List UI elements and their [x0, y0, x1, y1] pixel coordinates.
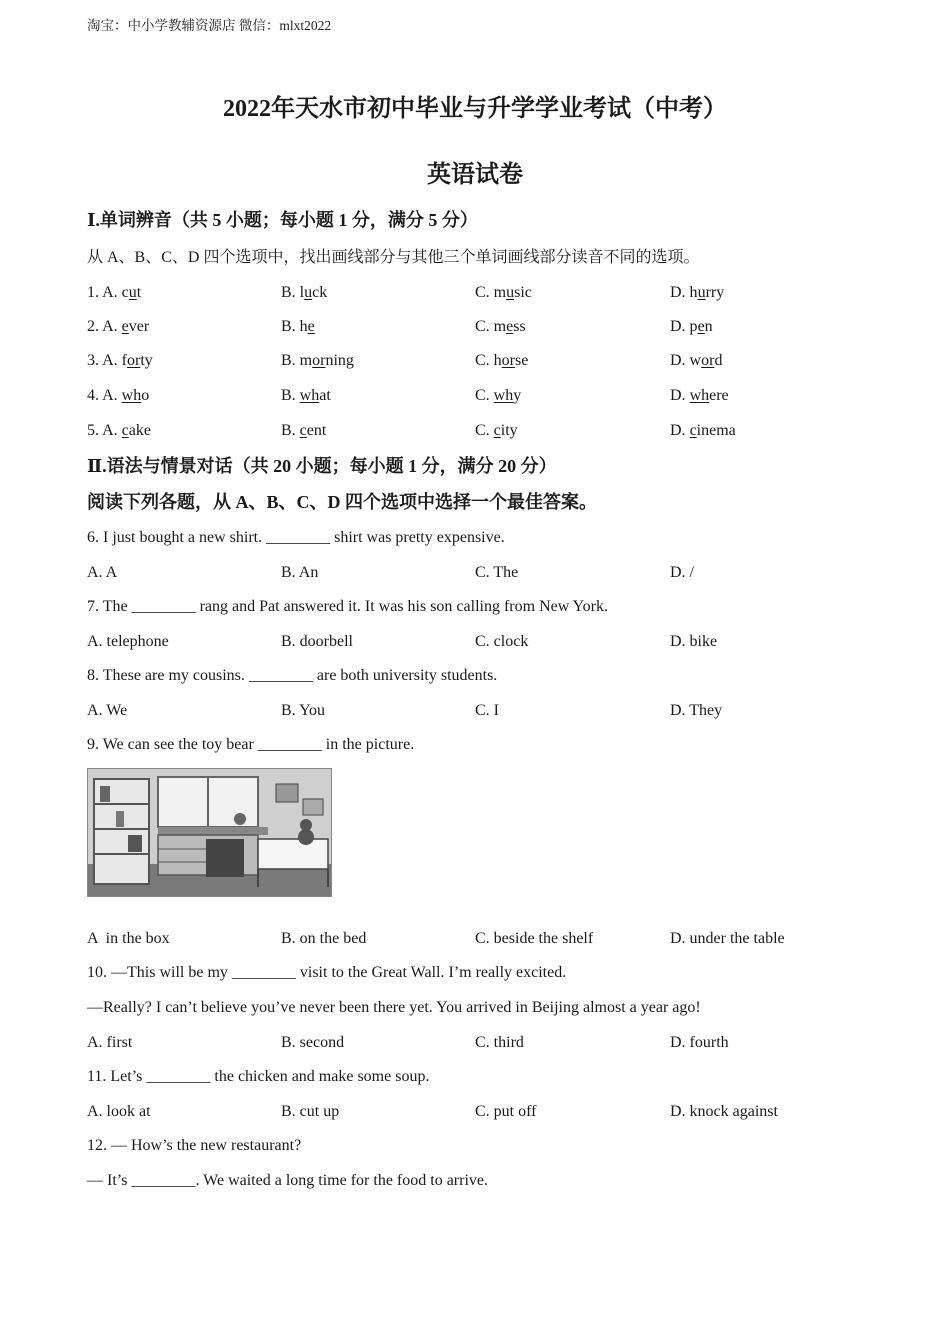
option-text: B. [281, 422, 300, 439]
option-a [87, 386, 149, 406]
exam-subtitle: 英语试卷 [427, 162, 523, 188]
option-d: D. / [670, 564, 694, 581]
underlined-letters: or [127, 352, 141, 369]
question-2-options [87, 317, 887, 337]
option-text: ck [312, 284, 328, 301]
option-c: C. clock [475, 633, 529, 650]
option-a: A. telephone [87, 633, 169, 650]
option-text: o [141, 387, 150, 404]
underlined-letters: wh [689, 387, 710, 404]
option-text: 1. A. c [87, 284, 129, 301]
question-12-reply: — It’s ________. We waited a long time for the food to arrive. [87, 1172, 488, 1189]
option-c: C. I [475, 702, 499, 719]
option-text: ity [500, 422, 518, 439]
option-b [281, 351, 354, 371]
option-text: C. m [475, 318, 507, 335]
option-d: D. bike [670, 633, 718, 650]
option-a [87, 283, 141, 303]
question-10-reply: —Really? I can’t believe you’ve never been there yet. You arrived in Beijing almost a year ago! [87, 999, 701, 1016]
bedroom-picture [87, 768, 332, 897]
question-11-options [87, 1102, 887, 1122]
option-a [87, 317, 149, 337]
option-text: ere [709, 387, 729, 404]
underlined-letters: u [506, 284, 515, 301]
option-text: se [515, 352, 529, 369]
option-c [475, 317, 526, 337]
option-b: B. on the bed [281, 930, 367, 947]
option-text: D. p [670, 318, 698, 335]
option-text: t [136, 284, 142, 301]
option-text: C. m [475, 284, 507, 301]
question-5-options [87, 421, 887, 441]
option-text: inema [696, 422, 736, 439]
underlined-letters: wh [121, 387, 142, 404]
question-4-options [87, 386, 887, 406]
option-a: A. first [87, 1034, 133, 1051]
underlined-letters: c [493, 422, 501, 439]
question-6-options [87, 563, 887, 583]
exam-title: 2022年天水市初中毕业与升学学业考试（中考） [223, 96, 727, 122]
option-text: ent [306, 422, 327, 439]
question-12-stem: 12. — How’s the new restaurant? [87, 1137, 302, 1154]
question-1-options [87, 283, 887, 303]
option-text: y [513, 387, 522, 404]
option-text: C. [475, 422, 494, 439]
question-9-options [87, 929, 887, 949]
option-d: D. They [670, 702, 723, 719]
option-b [281, 421, 326, 441]
option-b: B. doorbell [281, 633, 353, 650]
option-a [87, 421, 151, 441]
option-a: A. A [87, 564, 118, 581]
option-c [475, 351, 528, 371]
option-a: A. We [87, 702, 128, 719]
option-text: B. l [281, 284, 305, 301]
section2-instruction: 阅读下列各题，从 A、B、C、D 四个选项中选择一个最佳答案。 [87, 492, 598, 512]
option-text: D. w [670, 352, 702, 369]
option-b [281, 386, 331, 406]
option-d [670, 317, 713, 337]
option-text: ss [513, 318, 526, 335]
option-text: D. [670, 422, 690, 439]
option-text: d [714, 352, 723, 369]
underlined-letters: u [128, 284, 137, 301]
option-d [670, 386, 729, 406]
option-c [475, 386, 521, 406]
option-text: n [704, 318, 713, 335]
underlined-letters: or [312, 352, 326, 369]
bedroom-illustration [88, 769, 331, 896]
option-c: C. put off [475, 1103, 537, 1120]
option-d [670, 283, 724, 303]
underlined-letters: u [697, 284, 706, 301]
option-d: D. fourth [670, 1034, 729, 1051]
question-6-stem: 6. I just bought a new shirt. ________ shirt was pretty expensive. [87, 529, 505, 546]
option-text: 3. A. f [87, 352, 127, 369]
option-a: A in the box [87, 930, 170, 947]
underlined-letters: wh [299, 387, 320, 404]
underlined-letters: c [121, 422, 129, 439]
option-b: B. second [281, 1034, 345, 1051]
question-7-options [87, 632, 887, 652]
option-a: A. look at [87, 1103, 151, 1120]
underlined-letters: e [307, 318, 315, 335]
option-text: B. h [281, 318, 308, 335]
underlined-letters: c [689, 422, 697, 439]
page-header: 淘宝：中小学教辅资源店 微信：mlxt2022 [87, 18, 332, 33]
option-text: ver [128, 318, 150, 335]
option-b [281, 283, 327, 303]
option-b: B. cut up [281, 1103, 340, 1120]
question-8-stem: 8. These are my cousins. ________ are both university students. [87, 667, 498, 684]
question-11-stem: 11. Let’s ________ the chicken and make some soup. [87, 1068, 430, 1085]
option-text: sic [514, 284, 532, 301]
option-b: B. You [281, 702, 326, 719]
underlined-letters: or [501, 352, 515, 369]
option-c [475, 421, 518, 441]
option-text: B. m [281, 352, 313, 369]
question-8-options [87, 701, 887, 721]
option-text: C. [475, 387, 494, 404]
option-text: 2. A. [87, 318, 122, 335]
option-b [281, 317, 315, 337]
option-text: ty [140, 352, 153, 369]
option-text: D. [670, 387, 690, 404]
question-10-stem: 10. —This will be my ________ visit to the Great Wall. I’m really excited. [87, 964, 567, 981]
question-10-options [87, 1033, 887, 1053]
option-d: D. knock against [670, 1103, 778, 1120]
option-text: B. [281, 387, 300, 404]
option-c: C. beside the shelf [475, 930, 594, 947]
section1-instruction: 从 A、B、C、D 四个选项中，找出画线部分与其他三个单词画线部分读音不同的选项。 [87, 249, 700, 266]
option-a [87, 351, 153, 371]
section1-heading: Ⅰ.单词辨音（共 5 小题；每小题 1 分，满分 5 分） [87, 210, 478, 230]
option-text: at [319, 387, 331, 404]
underlined-letters: e [697, 318, 705, 335]
question-9-stem: 9. We can see the toy bear ________ in the picture. [87, 736, 415, 753]
option-c: C. third [475, 1034, 524, 1051]
option-text: rry [705, 284, 725, 301]
option-d: D. under the table [670, 930, 785, 947]
option-c [475, 283, 532, 303]
option-text: 4. A. [87, 387, 122, 404]
option-c: C. The [475, 564, 519, 581]
underlined-letters: wh [493, 387, 514, 404]
option-text: C. h [475, 352, 502, 369]
underlined-letters: u [304, 284, 313, 301]
underlined-letters: e [121, 318, 129, 335]
option-d [670, 351, 722, 371]
option-text: ning [325, 352, 354, 369]
underlined-letters: or [701, 352, 715, 369]
question-7-stem: 7. The ________ rang and Pat answered it. It was his son calling from New York. [87, 598, 608, 615]
underlined-letters: c [299, 422, 307, 439]
option-d [670, 421, 736, 441]
option-b: B. An [281, 564, 319, 581]
question-3-options [87, 351, 887, 371]
section2-heading: Ⅱ.语法与情景对话（共 20 小题；每小题 1 分，满分 20 分） [87, 456, 557, 476]
option-text: ake [128, 422, 151, 439]
option-text: 5. A. [87, 422, 122, 439]
underlined-letters: e [506, 318, 514, 335]
option-text: D. h [670, 284, 698, 301]
